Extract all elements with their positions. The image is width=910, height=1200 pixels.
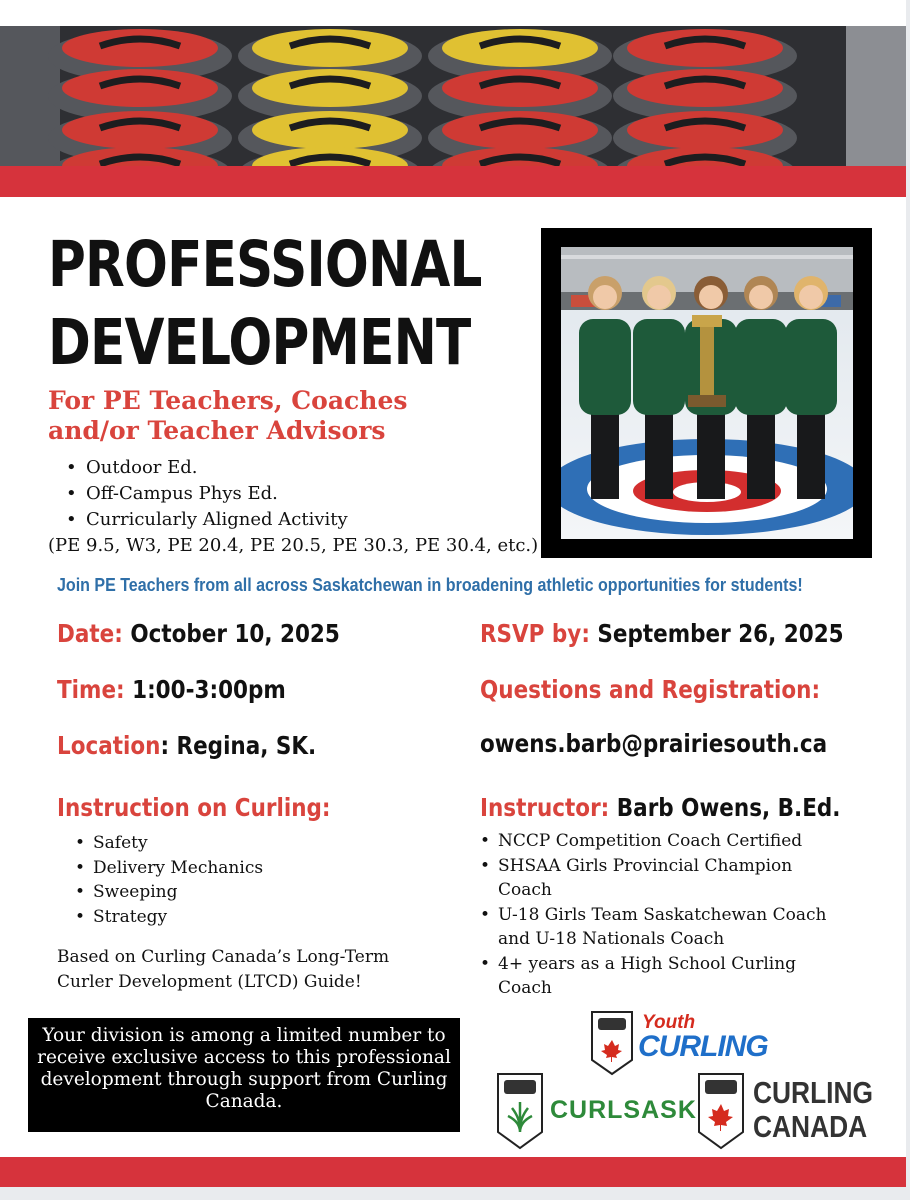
- instructor-name: Barb Owens, B.Ed.: [616, 793, 841, 822]
- list-item: • Curricularly Aligned Activity: [66, 507, 348, 533]
- title-line: PROFESSIONAL: [48, 228, 482, 301]
- curling-stone-handle: [627, 69, 783, 107]
- rsvp-label: RSVP by:: [480, 619, 590, 648]
- exclusive-access-notice: Your division is among a limited number to receive exclusive access to this professional development through support from Curling Canada.: [28, 1018, 460, 1132]
- curling-stone-handle: [442, 29, 598, 67]
- list-item: • U-18 Girls Team Saskatchewan Coach and U-18 Nationals Coach: [480, 903, 830, 952]
- instruction-heading: Instruction on Curling:: [57, 793, 331, 822]
- ltcd-note: Based on Curling Canada’s Long-Term Curler Development (LTCD) Guide!: [57, 947, 390, 992]
- person: [645, 407, 673, 499]
- person: [797, 407, 825, 499]
- curling-stone-handle: [442, 69, 598, 107]
- curling-stone-handle: [62, 69, 218, 107]
- pe-course-codes: (PE 9.5, W3, PE 20.4, PE 20.5, PE 30.3, PE 30.4, etc.): [48, 535, 539, 556]
- date-value: October 10, 2025: [130, 619, 340, 648]
- title-line: DEVELOPMENT: [48, 306, 471, 379]
- curling-canada-logo: CURLING CANADA: [697, 1072, 867, 1152]
- list-item: • Delivery Mechanics: [75, 856, 263, 881]
- date-line: [57, 619, 340, 648]
- bottom-red-bar: [0, 1157, 906, 1187]
- list-item: • Safety: [75, 831, 263, 856]
- curling-stone-handle: [627, 111, 783, 149]
- curling-stones-banner: [0, 26, 906, 166]
- curling-stone-handle: [252, 69, 408, 107]
- curling-stone-handle: [62, 111, 218, 149]
- person: [699, 285, 723, 309]
- curling-stone-shield-icon: [697, 1072, 745, 1150]
- person: [647, 285, 671, 309]
- list-item: • NCCP Competition Coach Certified: [480, 829, 830, 854]
- instruction-topics-list: [75, 831, 263, 929]
- time-line: [57, 675, 286, 704]
- list-item: • Strategy: [75, 905, 263, 930]
- location-line: [57, 731, 316, 760]
- top-red-bar: [0, 166, 906, 197]
- person: [697, 407, 725, 499]
- time-label: Time:: [57, 675, 125, 704]
- join-tagline: Join PE Teachers from all across Saskatchewan in broadening athletic opportunities for students!: [57, 575, 803, 595]
- instructor-credentials-list: [480, 829, 830, 1001]
- person: [593, 285, 617, 309]
- rsvp-value: September 26, 2025: [597, 619, 844, 648]
- contact-email[interactable]: owens.barb@prairiesouth.ca: [480, 729, 828, 758]
- program-types-list: [66, 455, 348, 533]
- location-label: Location: [57, 731, 161, 760]
- curling-stone-handle: [252, 29, 408, 67]
- curling-stone-handle: [252, 111, 408, 149]
- list-item: • Off-Campus Phys Ed.: [66, 481, 348, 507]
- curling-stone-shield-icon: [590, 1010, 634, 1076]
- curling-stone-shield-icon: [496, 1072, 544, 1150]
- bottom-margin: [0, 1187, 906, 1200]
- list-item: • Outdoor Ed.: [66, 455, 348, 481]
- curling-stone-handle: [442, 111, 598, 149]
- list-item: • SHSAA Girls Provincial Champion Coach: [480, 854, 830, 903]
- person: [579, 319, 631, 415]
- list-item: • 4+ years as a High School Curling Coach: [480, 952, 830, 1001]
- person: [747, 407, 775, 499]
- page-title: [48, 226, 482, 382]
- curlsask-logo: CURLSASK: [496, 1072, 696, 1152]
- rsvp-line: [480, 619, 844, 648]
- instructor-label: Instructor:: [480, 793, 610, 822]
- youth-curling-logo: Youth CURLING: [590, 1010, 780, 1076]
- instructor-line: [480, 793, 840, 822]
- curling-stone-handle: [627, 29, 783, 67]
- person: [799, 285, 823, 309]
- person: [749, 285, 773, 309]
- date-label: Date:: [57, 619, 123, 648]
- curling-stone-handle: [62, 29, 218, 67]
- team-photo: [561, 247, 853, 539]
- person: [591, 407, 619, 499]
- subtitle-line: For PE Teachers, Coaches: [48, 386, 408, 415]
- time-value: 1:00-3:00pm: [132, 675, 286, 704]
- subtitle-line: and/or Teacher Advisors: [48, 416, 386, 445]
- team-photo-frame: [541, 228, 872, 558]
- audience-subtitle: [48, 386, 407, 446]
- list-item: • Sweeping: [75, 880, 263, 905]
- person: [735, 319, 787, 415]
- person: [785, 319, 837, 415]
- person: [633, 319, 685, 415]
- questions-heading: Questions and Registration:: [480, 675, 821, 704]
- location-value: : Regina, SK.: [160, 731, 317, 760]
